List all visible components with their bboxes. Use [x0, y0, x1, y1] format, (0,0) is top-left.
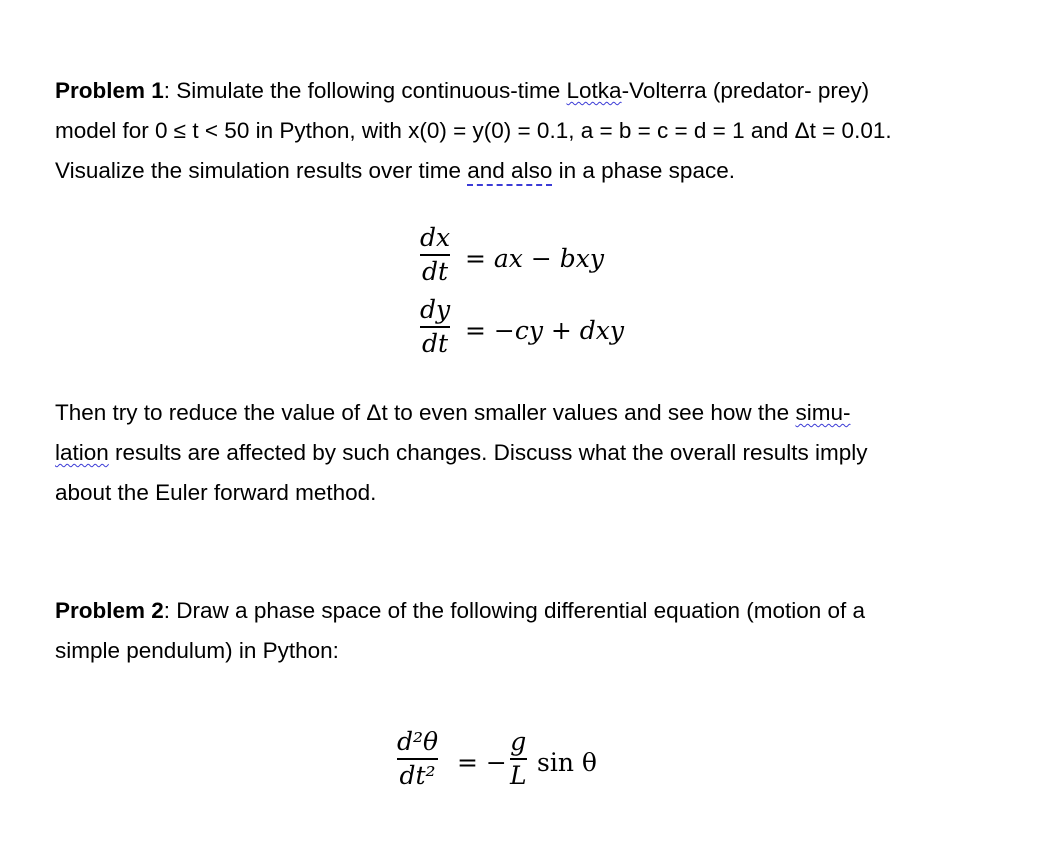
eq1-lhs-fraction	[420, 223, 450, 287]
problem2-label: Problem 2	[55, 598, 164, 623]
eq1-rhs: = ax − bxy	[465, 244, 604, 273]
problem2-paragraph	[55, 591, 1015, 671]
grammar-flag-and-also: and also	[467, 158, 553, 183]
spelling-flag-simu: simu-	[795, 400, 851, 425]
problem1-label: Problem 1	[55, 78, 164, 103]
eq2-denominator: dt	[422, 328, 449, 358]
pendulum-lhs-denominator: dt²	[399, 760, 436, 790]
followup-line1: Then try to reduce the value of Δt to even smaller values and see how the simu-	[55, 400, 851, 425]
problem1-paragraph	[55, 71, 1015, 191]
pendulum-sin-term: sin θ	[537, 748, 597, 777]
problem1-line2: model for 0 ≤ t < 50 in Python, with x(0) = y(0) = 0.1, a = b = c = d = 1 and Δt = 0.01.	[55, 118, 892, 143]
pendulum-lhs-fraction	[397, 727, 438, 791]
problem1-followup-paragraph	[55, 393, 1015, 513]
spelling-flag-lation: lation	[55, 440, 109, 465]
problem2-line1: Problem 2: Draw a phase space of the following differential equation (motion of a	[55, 598, 866, 623]
eq1-denominator: dt	[422, 256, 449, 286]
problem1-line1: Problem 1: Simulate the following continuous-time Lotka-Volterra (predator- prey)	[55, 78, 870, 103]
pendulum-lhs-bar	[397, 758, 438, 760]
followup-line3: about the Euler forward method.	[55, 480, 377, 505]
pendulum-lhs-numerator: d²θ	[397, 727, 439, 756]
problem2-line2: simple pendulum) in Python:	[55, 638, 339, 663]
followup-line2: lation results are affected by such changes. Discuss what the overall results imply	[55, 440, 868, 465]
eq1-numerator: dx	[420, 223, 451, 252]
pendulum-rhs-bar	[510, 758, 527, 760]
eq2-lhs-fraction	[420, 295, 450, 359]
eq2-rhs: = −cy + dxy	[465, 316, 625, 345]
pendulum-rhs-numerator: g	[510, 727, 527, 756]
eq1-fraction-bar	[420, 254, 450, 256]
pendulum-equals-minus: = −	[457, 748, 507, 777]
eq2-numerator: dy	[420, 295, 451, 324]
pendulum-rhs-fraction	[510, 727, 527, 791]
problem1-line3: Visualize the simulation results over time and also in a phase space.	[55, 158, 735, 183]
pendulum-rhs-denominator: L	[510, 760, 527, 790]
eq2-fraction-bar	[420, 326, 450, 328]
spelling-flag-lotka: Lotka	[566, 78, 622, 103]
